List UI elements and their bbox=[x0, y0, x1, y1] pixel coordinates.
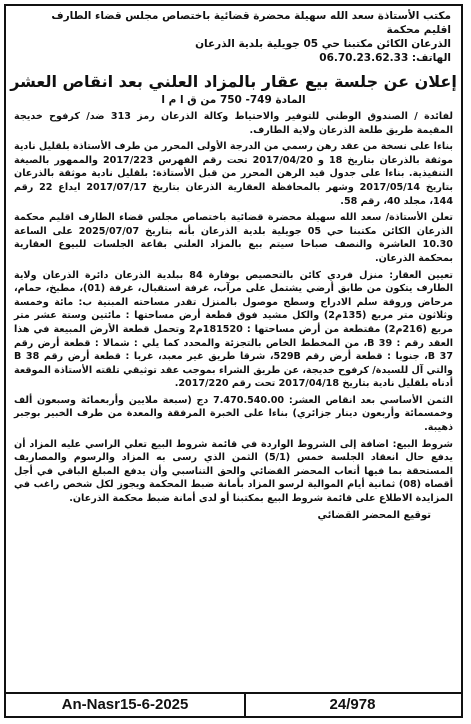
office-address: الذرعان الكائن مكتبنا حي 05 جويلية بلدية الذرعان bbox=[195, 38, 451, 50]
sale-conditions-paragraph: شروط البيع: اضافة إلى الشروط الواردة في قائمة شروط البيع تعلي الراسي عليه المزاد أن يدفع حال انعقاد الجلسة خمس (5/1) الثمن الذي رسى به المزاد والرسوم والمصاريف المستحقة بما فيها أتعاب المحضر القضائي والحق التناسبي وأن يدفع المبلغ الباقي في أجل أقصاه (08) ثمانية أيام الموالية لرسو المزاد بأمانة ضبط المحكمة ويجوز لكل شخص راغب في المزايدة الاطلاع على قائمة شروط البيع بمكتبنا أو لدى أمانة ضبط محكمة الذرعان. bbox=[14, 438, 453, 505]
property-description-paragraph: تعيين العقار: منزل فردي كائن بالتحصيص بوفارة 84 ببلدية الذرعان دائرة الذرعان ولاية الطارف يتكون من طابق أرضي يشتمل على مرآب، غرفة استقبال، غرفة (01)، مطبخ، حمام، مرحاض وروقة سلم الادراج وسطح موصول بالمنزل تقدر مساحته المبنية ب: مائة وخمسة وثلاثون متر مربع (135م2) والكل مشيد فوق قطعة أرض مساحتها : مائتين وستة عشر متر مربع (216م2) مقتطعة من أرض مساحتها : 181520م2 وتحمل قطعة الأرض المبيعة في هذا العقد رقم : 39 B، من المخطط الخاص بالتجزئة والمحدد كما يلي : شمالا : قطعة أرض رقم 37 B، جنوبا : قطعة أرض رقم 529B، شرقا طريق غير معبد، غربا : قطعة أرض رقم 38 B والتي آل للسيدة/ كرفوح خديجة، عن طريق الشراء بموجب عقد توثيقي تلقته الأستاذة الموقعة أدناه بلقليل نادية بتاريخ 2017/04/18 تحت رقم 2017/220. bbox=[14, 269, 454, 390]
office-name: مكتب الأستاذة سعد الله سهيلة محضرة قضائية باختصاص مجلس قضاء الطارف bbox=[51, 10, 451, 22]
auction-announcement-paragraph: تعلن الأستاذة/ سعد الله سهيلة محضرة قضائية باختصاص مجلس قضاء الطارف اقليم محكمة الذرعان الكائن مكتبنا حي 05 جويلية بلدية الذرعان بأنه بتاريخ 2025/07/07 على الساعة 10.30 العاشرة والنصف صباحا سيتم بيع بالمزاد العلني بقاعة الجلسات للبيوع العقارية بمحكمة الذرعان. bbox=[14, 212, 453, 264]
newspaper-date: An-Nasr15-6-2025 bbox=[6, 694, 246, 716]
legal-article-reference: المادة 749- 750 من ق ا م ا bbox=[161, 94, 306, 106]
publication-footer bbox=[6, 692, 461, 716]
office-jurisdiction: اقليم محكمة bbox=[386, 24, 451, 36]
bailiff-signature: توقيع المحضر القضائي bbox=[317, 509, 431, 521]
notice-page bbox=[4, 4, 463, 718]
parties-paragraph: لفائدة / الصندوق الوطني للتوفير والاحتياط وكالة الذرعان رمز 313 ضد/ كرفوح خديجة المقيمة طريق طلعة الذرعان ولاية الطارف. bbox=[14, 111, 453, 136]
office-phone: الهاتف: 06.70.23.62.33 bbox=[319, 52, 451, 64]
base-price-paragraph: الثمن الأساسي بعد انقاص العشر: 7.470.540.00 دج (سبعة ملايين وأربعمائة وسبعون ألف وخمسمائة وأربعون دينار جزائري) بناءا على الخبرة المرفقة والمعدة من طرف الخبير بوجبر ذهيبة. bbox=[14, 394, 454, 434]
notice-reference-number: 24/978 bbox=[329, 696, 376, 713]
mortgage-basis-paragraph: بناءا على نسخة من عقد رهن رسمي من الدرجة الأولى المحرر من طرف الأستاذة بلقليل نادية موثقة بالذرعان بتاريخ 18 و 2017/04/20 تحت رقم الفهرس 2017/223 والممهور بالصيغة التنفيذية. بناءا على جدول قيد الرهن المحرر من قبل الأستاذة: بلقليل نادية موثقة بالذرعان بتاريخ 2017/05/14 وشهر بالمحافظة العقارية الذرعان بتاريخ 2017/07/17 ايداع 22 رقم 144، مجلد 40، رقم 58. bbox=[14, 141, 453, 207]
notice-title: إعلان عن جلسة بيع عقار بالمزاد العلني بعد انقاص العشر bbox=[10, 72, 457, 91]
office-header bbox=[6, 6, 461, 65]
notice-body bbox=[6, 110, 461, 506]
